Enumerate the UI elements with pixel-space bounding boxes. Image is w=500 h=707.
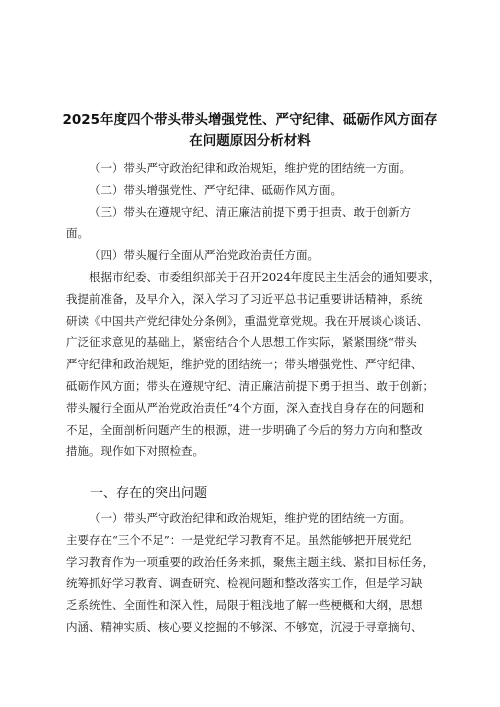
outline-item-3: （三）带头在遵规守纪、清正廉洁前提下勇于担责、敢于创新方 — [89, 204, 411, 219]
outline-item-4: （四）带头履行全面从严治党政治责任方面。 — [89, 248, 319, 263]
intro-line: 砥砺作风方面；带头在遵规守纪、清正廉洁前提下勇于担当、敢于创新； — [66, 378, 434, 393]
section1-line: 学习教育作为一项重要的政治任务来抓，聚焦主题主线、紧扣目标任务， — [66, 554, 434, 569]
intro-line: 措施。现作如下对照检查。 — [66, 444, 204, 459]
intro-line: 我提前准备，及早介入，深入学习了习近平总书记重要讲话精神，系统 — [66, 291, 423, 306]
section1-body — [66, 508, 461, 639]
outline-item-3-cont: 面。 — [66, 226, 89, 241]
intro-line: 不足，全面剖析问题产生的根源，进一步明确了今后的努力方向和整改 — [66, 422, 423, 437]
intro-line: 广泛征求意见的基础上，紧密结合个人思想工作实际，紧紧围绕“带头 — [66, 335, 417, 350]
document-title-line2: 在问题原因分析材料 — [189, 133, 311, 149]
section1-line: 统筹抓好学习教育、调查研究、检视问题和整改落实工作，但是学习缺 — [66, 576, 423, 591]
document-title-line1: 2025年度四个带头带头增强党性、严守纪律、砥砺作风方面存 — [62, 112, 438, 128]
outline-item-1: （一）带头严守政治纪律和政治规矩，维护党的团结统一方面。 — [89, 161, 411, 175]
intro-line: 研读《中国共产党纪律处分条例》，重温党章党规。我在开展谈心谈话、 — [66, 313, 429, 328]
section-heading: 一、存在的突出问题 — [90, 486, 208, 501]
intro-paragraph — [66, 267, 461, 463]
section1-subheading: （一）带头严守政治纪律和政治规矩，维护党的团结统一方面。 — [89, 511, 411, 525]
section1-line: 主要存在“三个不足”：一是党纪学习教育不足。虽然能够把开展党纪 — [66, 532, 412, 547]
outline-item-2: （二）带头增强党性、严守纪律、砥砺作风方面。 — [89, 182, 342, 197]
intro-line: 带头履行全面从严治党政治责任”4个方面，深入查找自身存在的问题和 — [66, 400, 425, 415]
section1-line: 内涵、精神实质、核心要义挖掘的不够深、不够宽，沉浸于寻章摘句、 — [66, 619, 423, 634]
intro-line: 严守纪律和政治规矩，维护党的团结统一；带头增强党性、严守纪律、 — [66, 357, 423, 372]
outline-list — [66, 158, 461, 267]
section1-line: 乏系统性、全面性和深入性，局限于粗浅地了解一些梗概和大纲，思想 — [66, 598, 423, 613]
intro-line: 根据市纪委、市委组织部关于召开2024年度民主生活会的通知要求， — [89, 270, 441, 284]
